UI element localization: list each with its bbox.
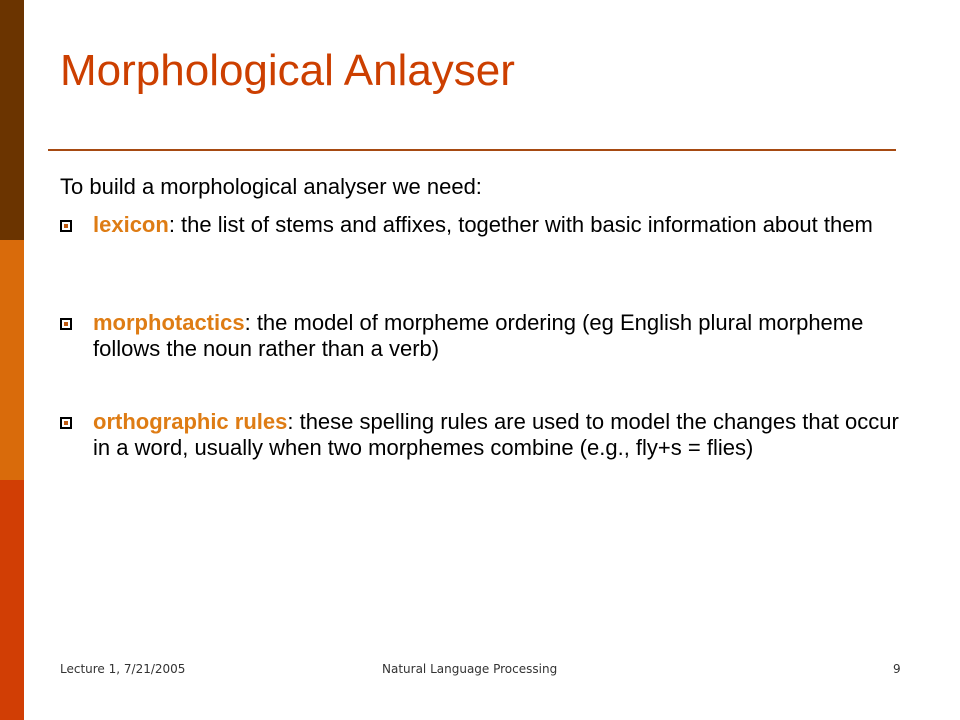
slide-title: Morphological Anlayser [60, 46, 515, 95]
square-bullet-icon [60, 318, 72, 330]
footer-lecture-date: Lecture 1, 7/21/2005 [60, 662, 186, 676]
title-divider [48, 149, 896, 151]
square-bullet-icon [60, 417, 72, 429]
sidebar-segment-dark-brown [0, 0, 24, 240]
bullet-description: : the list of stems and affixes, together with basic information about them [168, 212, 873, 237]
sidebar-segment-red-orange [0, 480, 24, 720]
bullet-term: morphotactics [93, 310, 245, 335]
footer-course-title: Natural Language Processing [382, 662, 558, 676]
square-bullet-icon [60, 220, 72, 232]
bullet-term: lexicon [93, 212, 169, 237]
decorative-sidebar [0, 0, 24, 720]
intro-text: To build a morphological analyser we need: [60, 174, 482, 199]
bullet-text [93, 310, 908, 362]
bullet-text [93, 212, 908, 238]
sidebar-segment-orange [0, 240, 24, 480]
bullet-term: orthographic rules [93, 409, 288, 434]
bullet-text [93, 409, 908, 461]
footer-page-number: 9 [893, 662, 901, 676]
bullet-description: : these spelling rules are used to model the changes that occur in a word, usually when two morphemes combine (e.g., fly+s = flies) [93, 409, 899, 460]
bullet-description: : the model of morpheme ordering (eg English plural morpheme follows the noun rather than a verb) [93, 310, 864, 361]
